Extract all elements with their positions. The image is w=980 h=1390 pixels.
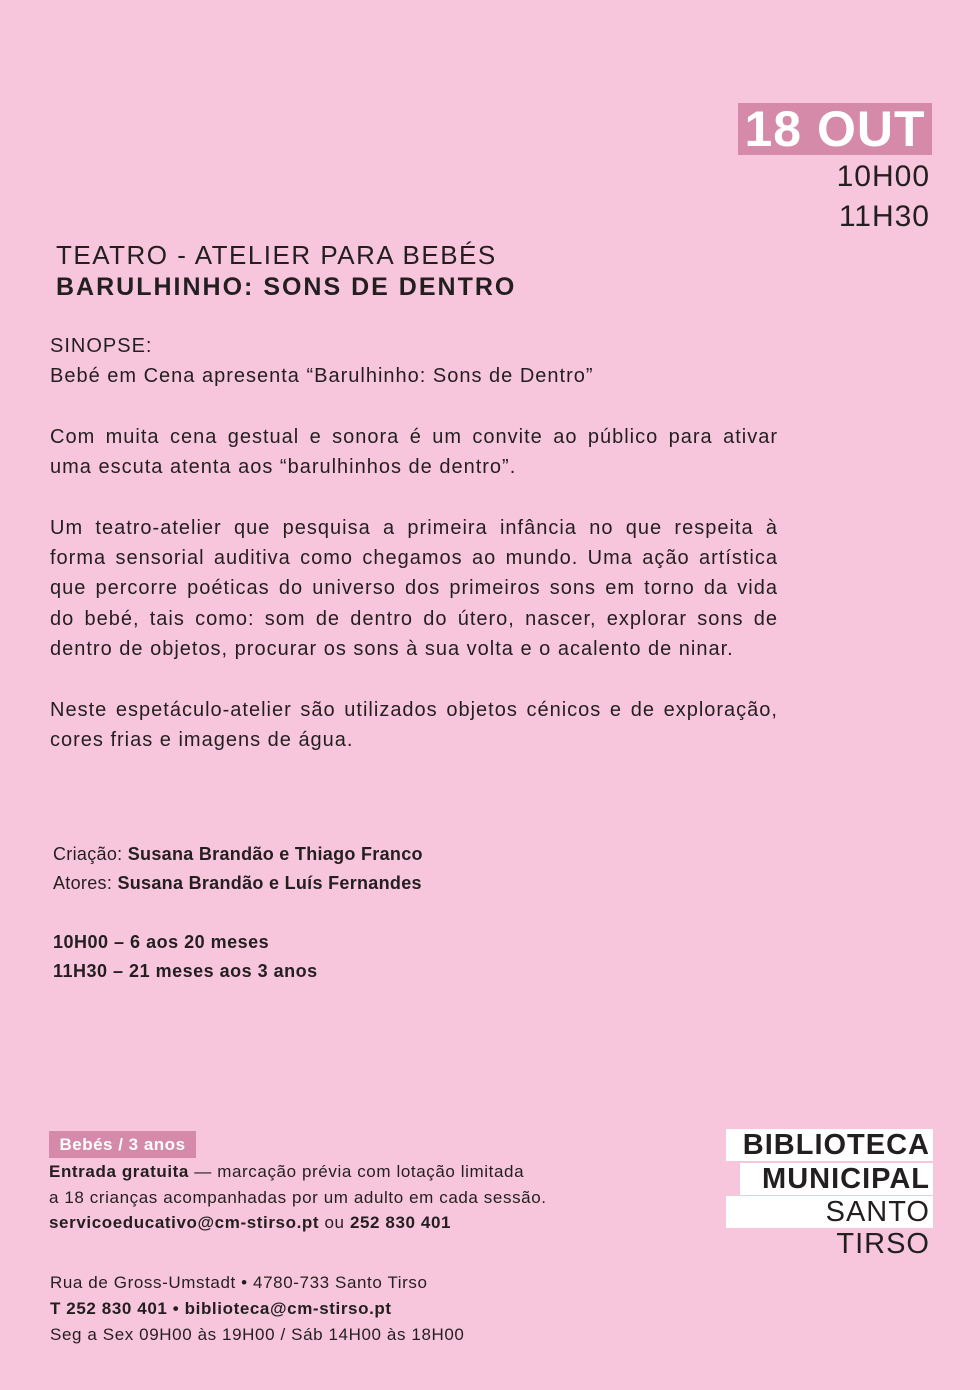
synopsis-paragraph: Um teatro-atelier que pesquisa a primeira infância no que respeita à forma sensorial auditiva como chegamos ao mundo. Uma ação artística que percorre poéticas do universo dos primeiros sons em torno da vida do bebé, tais como: som de dentro do útero, nascer, explorar sons de dentro de objetos, procurar os sons à sua volta e o acalento de ninar. <box>50 516 778 660</box>
synopsis-intro <box>50 331 778 392</box>
event-date-badge: 18 OUT <box>738 103 932 155</box>
entry-bold: Entrada gratuita <box>49 1162 189 1181</box>
actors-label: Atores: <box>53 873 113 893</box>
logo-line-3: SANTO TIRSO <box>726 1196 933 1228</box>
synopsis-paragraph: Neste espetáculo-atelier são utilizados objetos cénicos e de exploração, cores frias e imagens de água. <box>50 698 778 751</box>
creation-label: Criação: <box>53 844 123 864</box>
logo-line-1: BIBLIOTECA <box>726 1129 933 1161</box>
synopsis-heading: SINOPSE: <box>50 335 153 357</box>
synopsis-intro-line: Bebé em Cena apresenta “Barulhinho: Sons de Dentro” <box>50 365 594 388</box>
library-logo <box>726 1129 933 1260</box>
booking-line-2: a 18 crianças acompanhadas por um adulto em cada sessão. <box>49 1187 547 1207</box>
booking-contact <box>49 1210 547 1236</box>
address-line: Rua de Gross-Umstadt • 4780-733 Santo Tirso <box>50 1273 428 1292</box>
logo-line-2: MUNICIPAL <box>740 1163 933 1195</box>
credit-creation <box>53 840 423 869</box>
session-item: 11H30 – 21 meses aos 3 anos <box>53 961 318 981</box>
sessions <box>53 928 318 986</box>
booking-info <box>49 1159 547 1236</box>
event-title: BARULHINHO: SONS DE DENTRO <box>56 273 517 301</box>
hours-line: Seg a Sex 09H00 às 19H00 / Sáb 14H00 às 18H00 <box>50 1325 465 1344</box>
address-block <box>50 1270 465 1348</box>
credits <box>53 840 423 898</box>
synopsis-paragraph: Com muita cena gestual e sonora é um convite ao público para ativar uma escuta atenta aos “barulhinhos de dentro”. <box>50 425 778 479</box>
creation-names: Susana Brandão e Thiago Franco <box>127 844 423 864</box>
event-time-2: 11H30 <box>838 200 930 233</box>
event-category: TEATRO - ATELIER PARA BEBÉS <box>56 240 497 270</box>
actors-names: Susana Brandão e Luís Fernandes <box>117 873 422 893</box>
age-badge: Bebés / 3 anos <box>49 1131 196 1158</box>
event-time-1: 10H00 <box>836 160 930 193</box>
booking-or: ou <box>319 1213 350 1232</box>
booking-line-1 <box>49 1159 547 1185</box>
synopsis <box>50 331 778 785</box>
booking-email: servicoeducativo@cm-stirso.pt <box>49 1213 320 1232</box>
booking-phone: 252 830 401 <box>349 1213 452 1232</box>
contact-line: T 252 830 401 • biblioteca@cm-stirso.pt <box>50 1299 392 1318</box>
session-item: 10H00 – 6 aos 20 meses <box>53 932 270 952</box>
credit-actors <box>53 869 423 898</box>
entry-text: — marcação prévia com lotação limitada <box>188 1162 525 1181</box>
